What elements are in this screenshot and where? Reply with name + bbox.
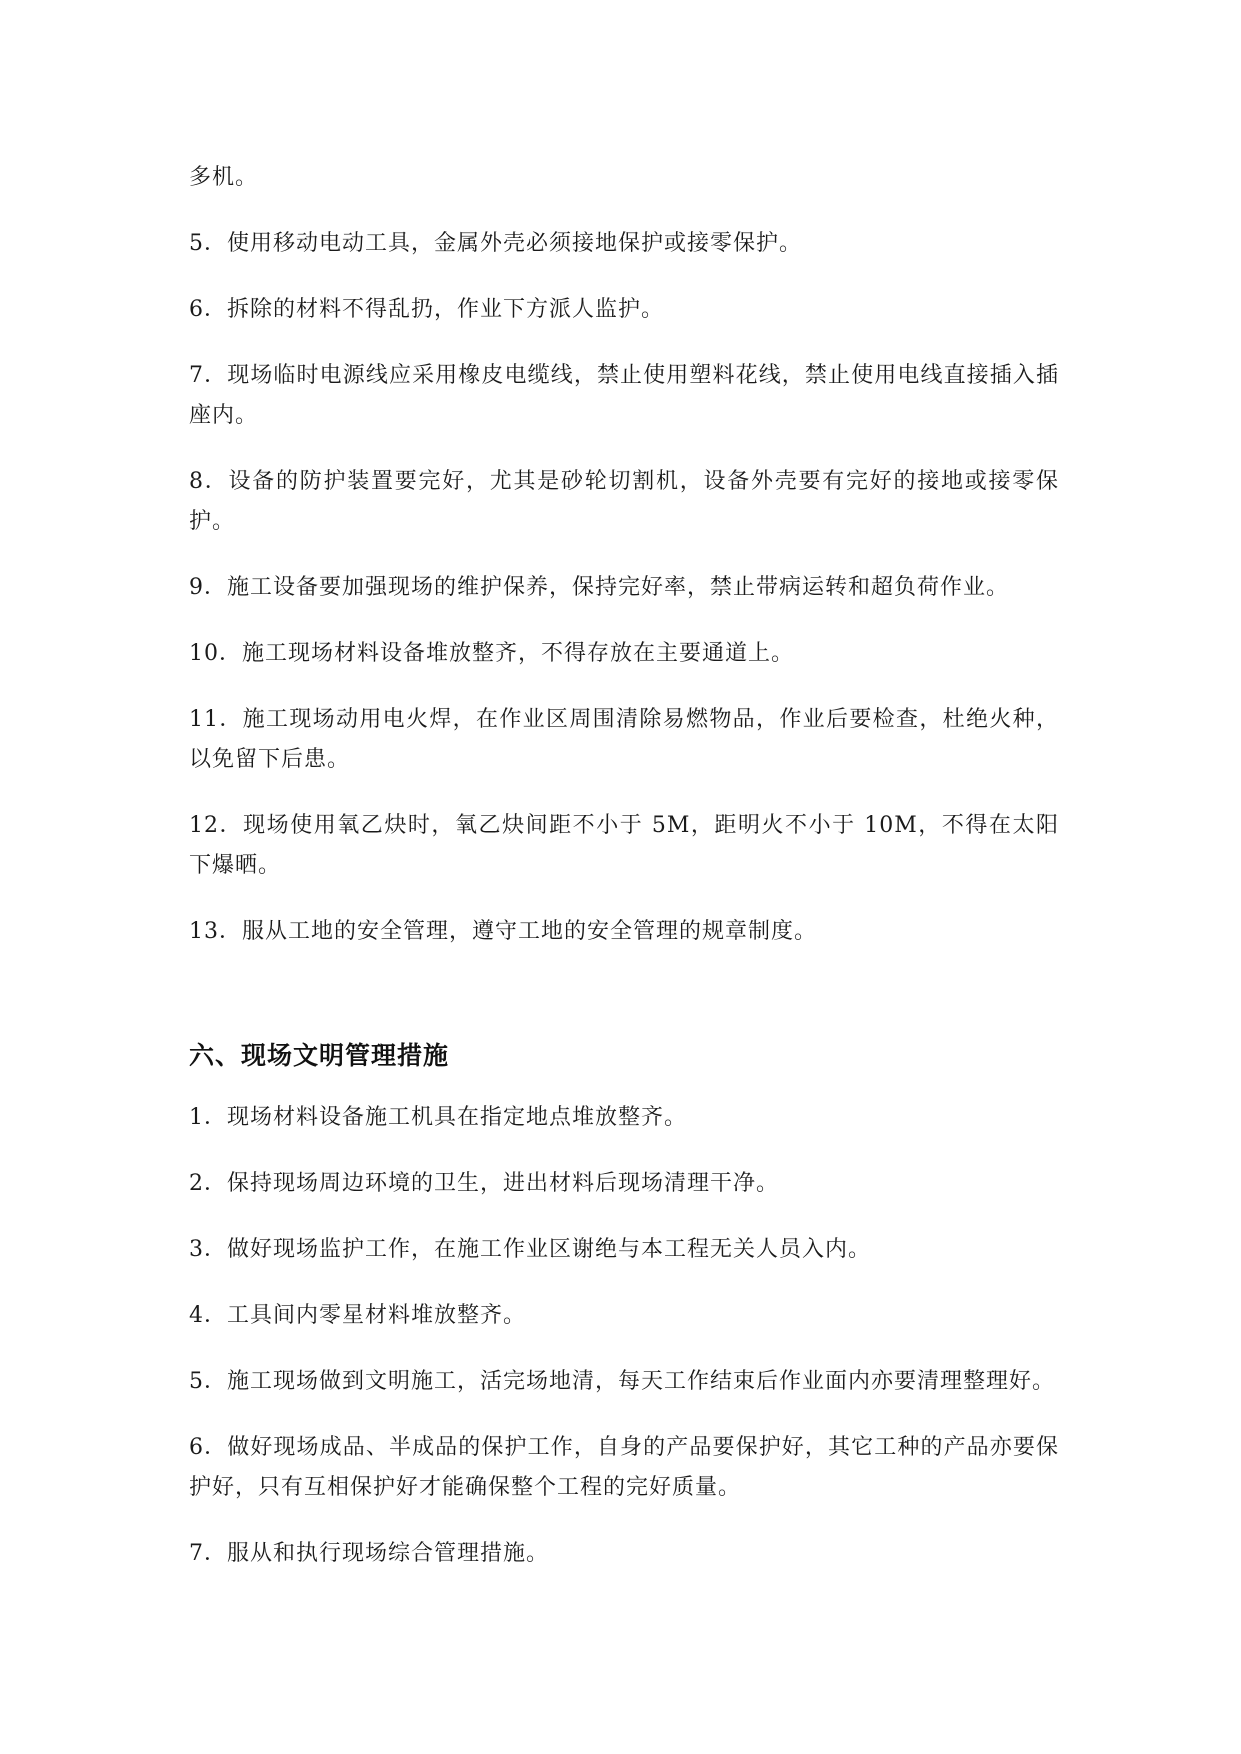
paragraph: 12．现场使用氧乙炔时，氧乙炔间距不小于 5M，距明火不小于 10M，不得在太阳下爆晒。 (189, 813, 1059, 878)
paragraph: 6．做好现场成品、半成品的保护工作，自身的产品要保护好，其它工种的产品亦要保护好，只有互相保护好才能确保整个工程的完好质量。 (189, 1435, 1059, 1500)
paragraph: 13．服从工地的安全管理，遵守工地的安全管理的规章制度。 (189, 919, 817, 944)
paragraph: 10．施工现场材料设备堆放整齐，不得存放在主要通道上。 (189, 641, 794, 666)
paragraph: 5．使用移动电动工具，金属外壳必须接地保护或接零保护。 (189, 231, 802, 256)
document-body (189, 158, 1059, 1600)
paragraph: 8．设备的防护装置要完好，尤其是砂轮切割机，设备外壳要有完好的接地或接零保护。 (189, 469, 1059, 534)
paragraph: 6．拆除的材料不得乱扔，作业下方派人监护。 (189, 297, 664, 322)
paragraph: 11．施工现场动用电火焊，在作业区周围清除易燃物品，作业后要检查，杜绝火种，以免留下后患。 (189, 707, 1059, 772)
paragraph: 多机。 (189, 165, 259, 190)
paragraph: 7．现场临时电源线应采用橡皮电缆线，禁止使用塑料花线，禁止使用电线直接插入插座内。 (189, 363, 1059, 428)
paragraph: 4．工具间内零星材料堆放整齐。 (189, 1303, 526, 1328)
paragraph: 2．保持现场周边环境的卫生，进出材料后现场清理干净。 (189, 1171, 779, 1196)
paragraph: 5．施工现场做到文明施工，活完场地清，每天工作结束后作业面内亦要清理整理好。 (189, 1369, 1055, 1394)
paragraph: 7．服从和执行现场综合管理措施。 (189, 1541, 549, 1566)
paragraph: 3．做好现场监护工作，在施工作业区谢绝与本工程无关人员入内。 (189, 1237, 871, 1262)
paragraph: 9．施工设备要加强现场的维护保养，保持完好率，禁止带病运转和超负荷作业。 (189, 575, 1009, 600)
paragraph: 1．现场材料设备施工机具在指定地点堆放整齐。 (189, 1105, 687, 1130)
section-heading: 六、现场文明管理措施 (189, 1041, 450, 1070)
